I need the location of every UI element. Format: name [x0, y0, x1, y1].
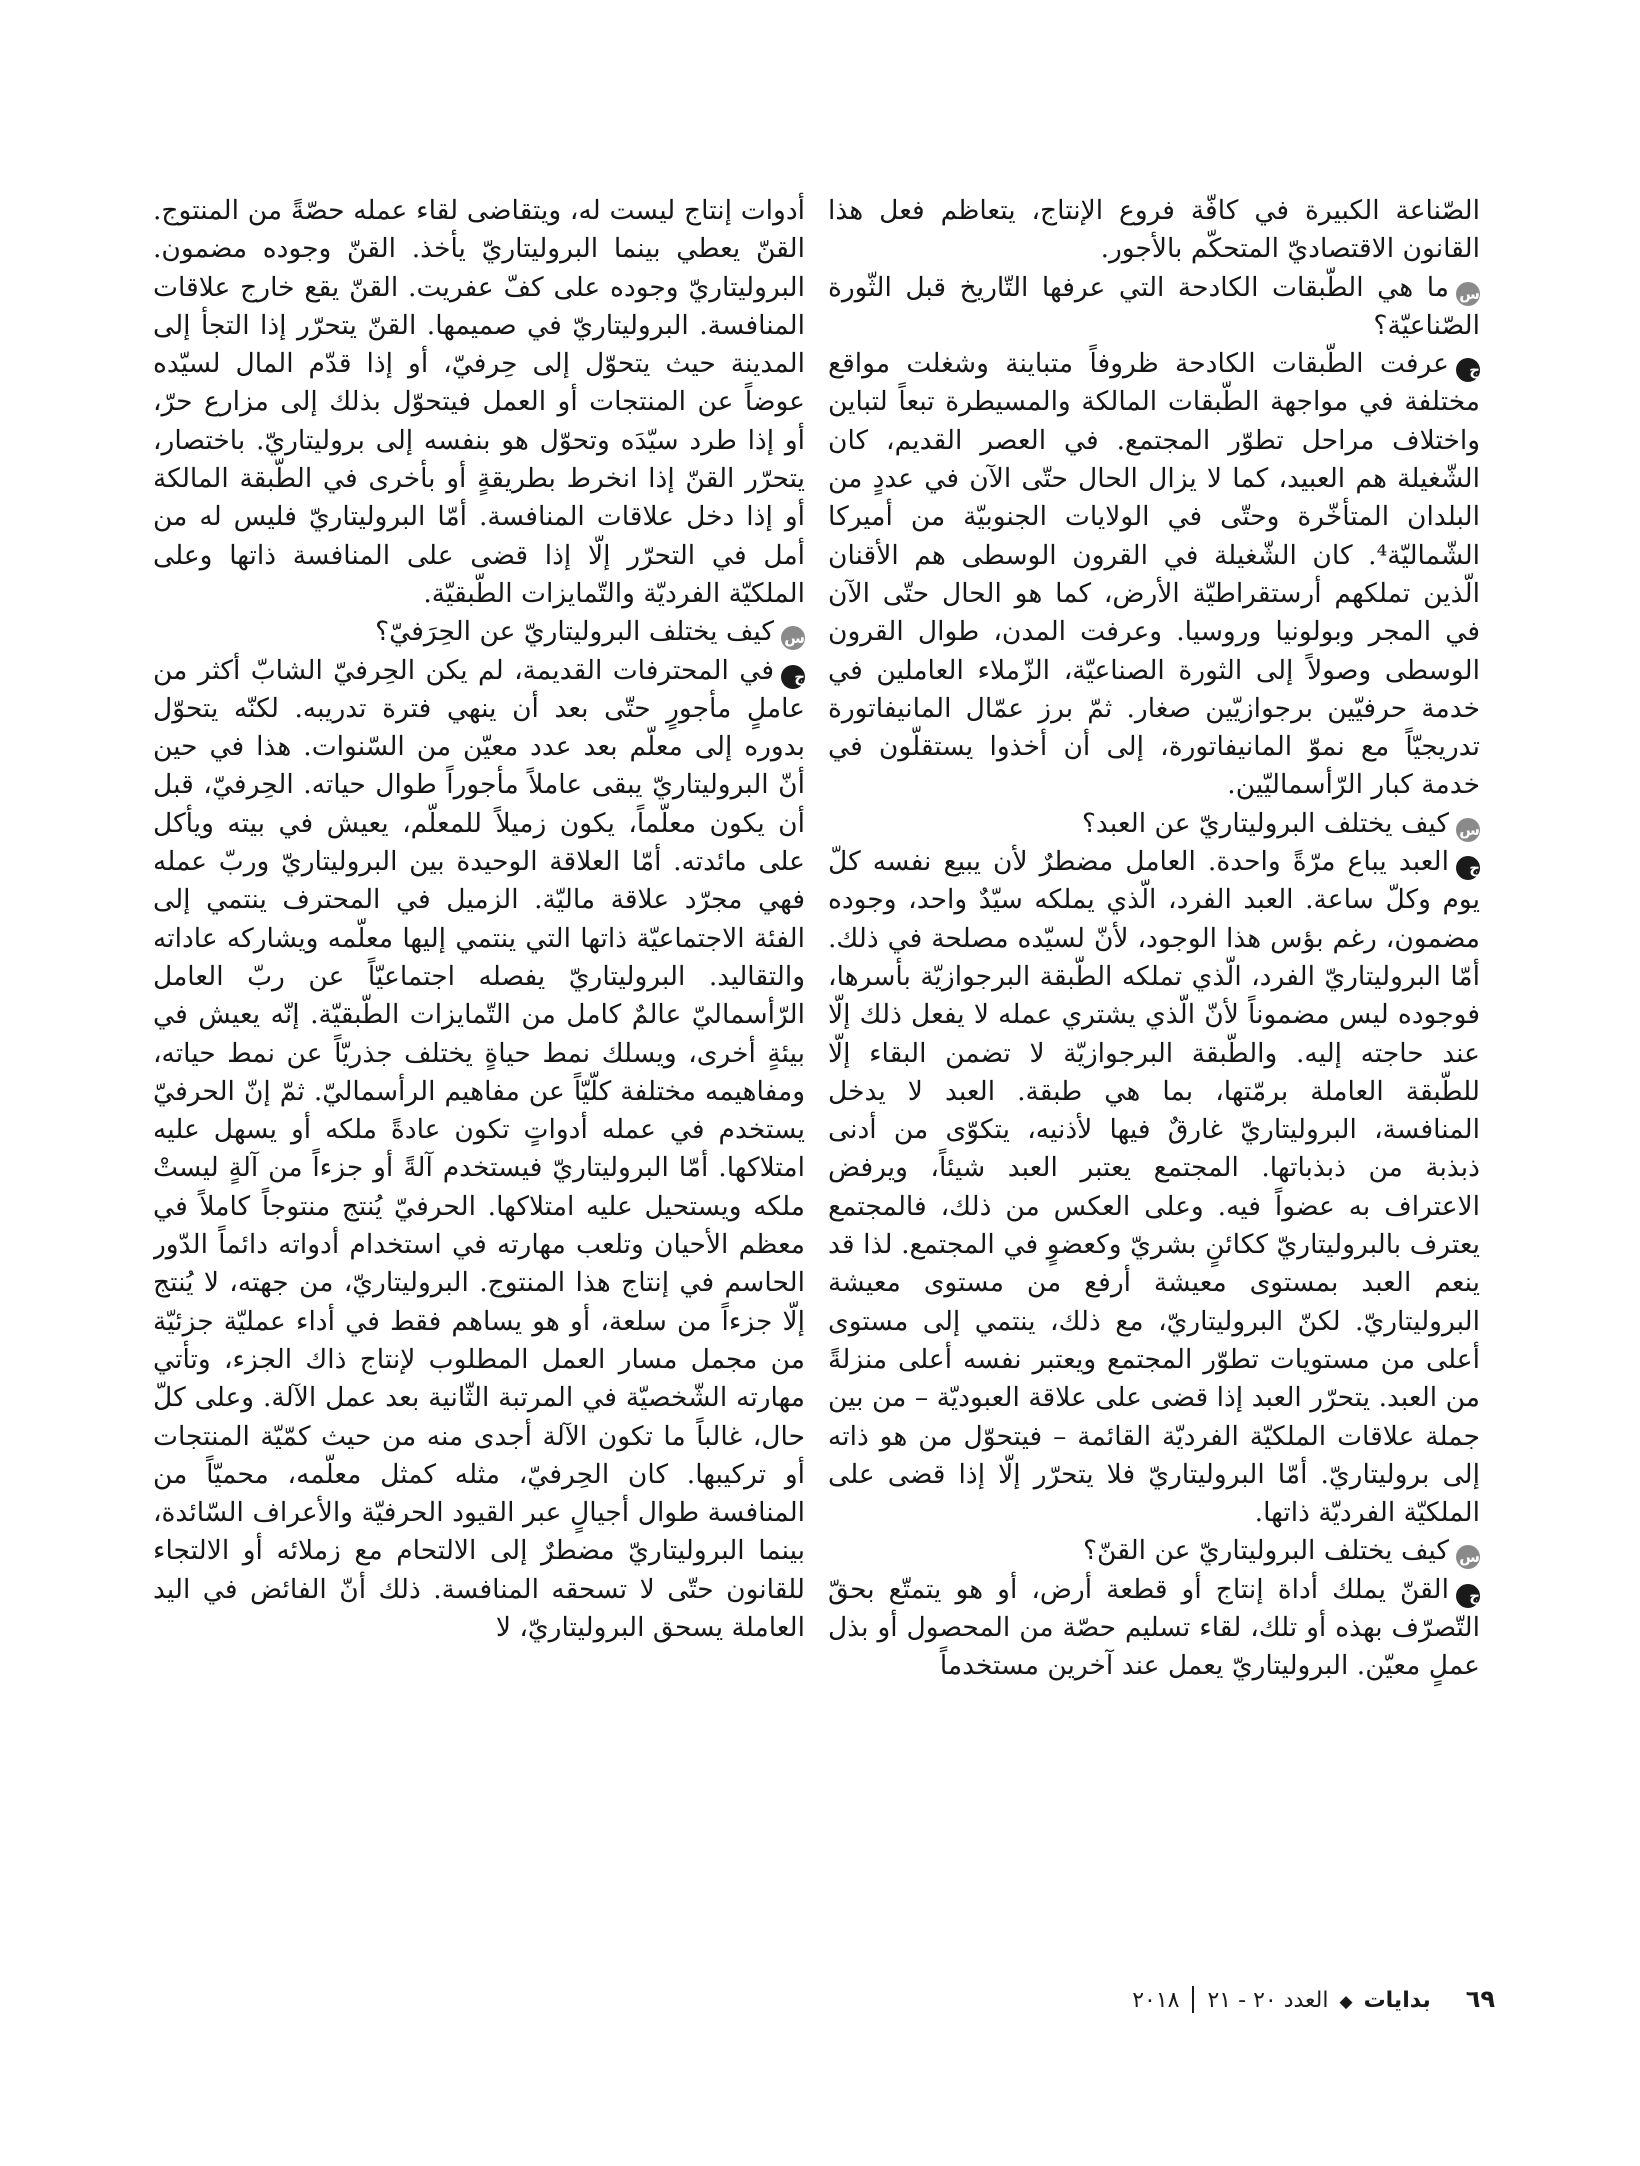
- question-paragraph: [828, 805, 1480, 843]
- question-paragraph: [828, 269, 1480, 346]
- answer-marker-icon: ج: [1456, 856, 1480, 880]
- question-text: كيف يختلف البروليتاريّ عن القنّ؟: [1082, 1535, 1449, 1567]
- answer-text: عرفت الطّبقات الكادحة ظروفاً متباينة وشغلت مواقع مختلفة في مواجهة الطّبقات المالكة والمسيطرة تبعاً لتباين واختلاف مراحل تطوّر المجتمع. في العصر القديم، كان الشّغيلة هم العبيد، كما لا يزال الحال حتّى الآن في عددٍ من البلدان المتأخّرة وحتّى في الولايات الجنوبيّة من أميركا الشّماليّة⁴. كان الشّغيلة في القرون الوسطى هم الأقنان الّذين تملكهم أرستقراطيّة الأرض، كما هو الحال حتّى الآن في المجر وبولونيا وروسيا. وعرفت المدن، طوال القرون الوسطى وصولاً إلى الثورة الصناعيّة، الزّملاء العاملين في خدمة حرفيّين برجوازيّين صغار. ثمّ برز عمّال المانيفاتورة تدريجيّاً مع نموّ المانيفاتورة، إلى أن أخذوا يستقلّون في خدمة كبار الرّأسماليّين.: [828, 348, 1480, 801]
- question-text: ما هي الطّبقات الكادحة التي عرفها التّاريخ قبل الثّورة الصّناعيّة؟: [828, 271, 1480, 341]
- paragraph: أدوات إنتاج ليست له، ويتقاضى لقاء عمله حصّةً من المنتوج. القنّ يعطي بينما البروليتاريّ يأخذ. القنّ وجوده مضمون. البروليتاريّ وجوده على كفّ عفريت. القنّ يقع خارج علاقات المنافسة. البروليتاريّ في صميمها. القنّ يتحرّر إذا التجأ إلى المدينة حيث يتحوّل إلى حِرفيّ، أو إذا قدّم المال لسيّده عوضاً عن المنتجات أو العمل فيتحوّل بذلك إلى مزارع حرّ، أو إذا طرد سيّدَه وتحوّل هو بنفسه إلى بروليتاريّ. باختصار، يتحرّر القنّ إذا انخرط بطريقةٍ أو بأخرى في الطّبقة المالكة أو إذا دخل علاقات المنافسة. أمّا البروليتاريّ فليس له من أمل في التحرّر إلّا إذا قضى على المنافسة ذاتها وعلى الملكيّة الفرديّة والتّمايزات الطّبقيّة.: [153, 195, 805, 609]
- question-text: كيف يختلف البروليتاريّ عن العبد؟: [1081, 807, 1449, 839]
- question-text: كيف يختلف البروليتاريّ عن الحِرَفيّ؟: [375, 616, 774, 648]
- question-paragraph: [153, 613, 805, 651]
- diamond-icon: ◆: [1339, 1992, 1353, 2012]
- answer-marker-icon: ج: [1456, 1584, 1480, 1608]
- question-marker-icon: س: [1456, 282, 1480, 306]
- page-footer: [1010, 1985, 1495, 2013]
- issue-year: ٢٠١٨: [1132, 1988, 1180, 2013]
- text-column-left: [153, 192, 805, 1914]
- answer-marker-icon: ج: [781, 665, 805, 689]
- magazine-title: بدايات: [1363, 1988, 1431, 2013]
- answer-paragraph: [828, 843, 1480, 1532]
- paragraph: الصّناعة الكبيرة في كافّة فروع الإنتاج، يتعاظم فعل هذا القانون الاقتصاديّ المتحكّم بالأجور.: [828, 195, 1480, 265]
- text-column-right: [828, 192, 1480, 1914]
- question-marker-icon: س: [1456, 818, 1480, 842]
- answer-paragraph: [828, 1571, 1480, 1686]
- question-marker-icon: س: [1456, 1545, 1480, 1569]
- issue-number: العدد ٢٠ - ٢١: [1207, 1988, 1329, 2013]
- answer-marker-icon: ج: [1456, 358, 1480, 382]
- answer-text: في المحترفات القديمة، لم يكن الحِرفيّ الشابّ أكثر من عاملٍ مأجورٍ حتّى بعد أن ينهي فترة تدريبه. لكنّه يتحوّل بدوره إلى معلّم بعد عدد معيّن من السّنوات. هذا في حين أنّ البروليتاريّ يبقى عاملاً مأجوراً طوال حياته. الحِرفيّ، قبل أن يكون معلّماً، يكون زميلاً للمعلّم، يعيش في بيته ويأكل على مائدته. أمّا العلاقة الوحيدة بين البروليتاريّ وربّ عمله فهي مجرّد علاقة ماليّة. الزميل في المحترف ينتمي إلى الفئة الاجتماعيّة ذاتها التي ينتمي إليها معلّمه ويشاركه عاداته والتقاليد. البروليتاريّ يفصله اجتماعيّاً عن ربّ العامل الرّأسماليّ عالمٌ كامل من التّمايزات الطّبقيّة. إنّه يعيش في بيئةٍ أخرى، ويسلك نمط حياةٍ يختلف جذريّاً عن نمط حياته، ومفاهيمه مختلفة كلّيّاً عن مفاهيم الرأسماليّ. ثمّ إنّ الحرفيّ يستخدم في عمله أدواتٍ تكون عادةً ملكه أو يسهل عليه امتلاكها. أمّا البروليتاريّ فيستخدم آلةً أو جزءاً من آلةٍ ليستْ ملكه ويستحيل عليه امتلاكها. الحرفيّ يُنتج منتوجاً كاملاً في معظم الأحيان وتلعب مهارته في استخدام أدواته دائماً الدّور الحاسم في إنتاج هذا المنتوج. البروليتاريّ، من جهته، لا يُنتج إلّا جزءاً من سلعة، أو هو يساهم فقط في أداء عمليّة جزئيّة من مجمل مسار العمل المطلوب لإنتاج ذاك الجزء، وتأتي مهارته الشّخصيّة في المرتبة الثّانية بعد عمل الآلة. وعلى كلّ حال، غالباً ما تكون الآلة أجدى منه من حيث كمّيّة المنتجات أو تركيبها. كان الحِرفيّ، مثله كمثل معلّمه، محميّاً من المنافسة طوال أجيالٍ عبر القيود الحرفيّة والأعراف السّائدة، بينما البروليتاريّ مضطرٌ إلى الالتحام مع زملائه أو الالتجاء للقانون حتّى لا تسحقه المنافسة. ذلك أنّ الفائض في اليد العاملة يسحق البروليتاريّ، لا: [153, 654, 805, 1643]
- question-paragraph: [828, 1532, 1480, 1570]
- answer-text: القنّ يملك أداة إنتاج أو قطعة أرض، أو هو يتمتّع بحقّ التّصرّف بهذه أو تلك، لقاء تسليم حصّة من المحصول أو بذل عملٍ معيّن. البروليتاريّ يعمل عند آخرين مستخدماً: [828, 1573, 1480, 1682]
- footer-divider: [1192, 1986, 1194, 2013]
- answer-paragraph: [153, 652, 805, 1648]
- question-marker-icon: س: [781, 626, 805, 650]
- answer-paragraph: [828, 345, 1480, 805]
- answer-text: العبد يباع مرّةً واحدة. العامل مضطرٌ لأن يبيع نفسه كلّ يوم وكلّ ساعة. العبد الفرد، الّذي يملكه سيّدٌ واحد، وجوده مضمون، رغم بؤس هذا الوجود، لأنّ لسيّده مصلحة في ذلك. أمّا البروليتاريّ الفرد، الّذي تملكه الطّبقة البرجوازيّة بأسرها، فوجوده ليس مضموناً لأنّ الّذي يشتري عمله لا يفعل ذلك إلّا عند حاجته إليه. والطّبقة البرجوازيّة لا تضمن البقاء إلّا للطّبقة العاملة برمّتها، بما هي طبقة. العبد لا يدخل المنافسة، البروليتاريّ غارقٌ فيها لأذنيه، يتكوّى من أدنى ذبذبة من ذبذباتها. المجتمع يعتبر العبد شيئاً، ويرفض الاعتراف به عضواً فيه. وعلى العكس من ذلك، فالمجتمع يعترف بالبروليتاريّ ككائنٍ بشريّ وكعضوٍ في المجتمع. لذا قد ينعم العبد بمستوى معيشة أرفع من مستوى معيشة البروليتاريّ. لكنّ البروليتاريّ، مع ذلك، ينتمي إلى مستوى أعلى من مستويات تطوّر المجتمع ويعتبر نفسه أعلى منزلةً من العبد. يتحرّر العبد إذا قضى على علاقة العبوديّة – من بين جملة علاقات الملكيّة الفرديّة القائمة – فيتحوّل من هو ذاته إلى بروليتاريّ. أمّا البروليتاريّ فلا يتحرّر إلّا إذا قضى على الملكيّة الفرديّة ذاتها.: [828, 846, 1480, 1529]
- page-number: ٦٩: [1465, 1985, 1495, 2013]
